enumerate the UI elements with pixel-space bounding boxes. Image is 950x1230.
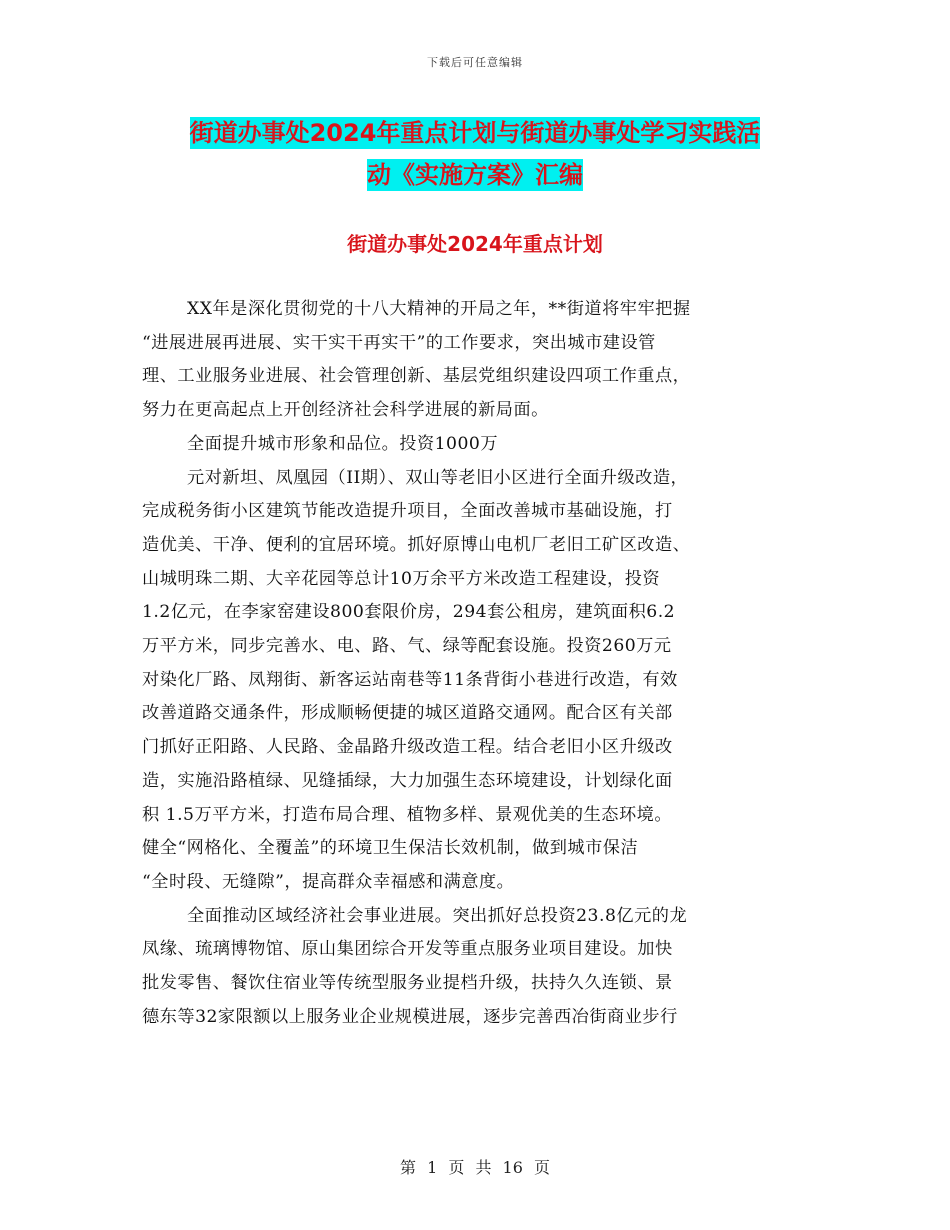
body-line: 健全“网格化、全覆盖”的环境卫生保洁长效机制，做到城市保洁 [142,838,639,859]
body-text [142,293,822,1034]
body-line: 造优美、干净、便利的宜居环境。抓好原博山电机厂老旧工矿区改造、 [142,534,691,555]
title-line-2: 动《实施方案》汇编 [367,161,583,189]
document-title [0,112,950,196]
body-line: 改善道路交通条件，形成顺畅便捷的城区道路交通网。配合区有关部 [142,703,673,724]
body-line: “进展进展再进展、实干实干再实干”的工作要求，突出城市建设管 [142,332,656,353]
body-line: 完成税务街小区建筑节能改造提升项目，全面改善城市基础设施，打 [142,501,673,522]
section-title: 街道办事处2024年重点计划 [347,232,603,256]
body-line: 全面推动区域经济社会事业进展。突出抓好总投资23.8亿元的龙 [187,905,688,926]
body-line: 万平方米，同步完善水、电、路、气、绿等配套设施。投资260万元 [142,636,672,657]
page-footer: 第 1 页 共 16 页 [400,1158,550,1177]
body-line: 1.2亿元，在李家窑建设800套限价房，294套公租房，建筑面积6.2 [142,602,676,623]
body-line: 理、工业服务业进展、社会管理创新、基层党组织建设四项工作重点， [142,366,691,387]
body-line: 元对新坦、凤凰园（II期）、双山等老旧小区进行全面升级改造， [187,467,689,488]
header-note: 下载后可任意编辑 [427,56,523,69]
body-line: 对染化厂路、凤翔街、新客运站南巷等11条背街小巷进行改造，有效 [142,669,678,690]
body-line: 努力在更高起点上开创经济社会科学进展的新局面。 [142,400,549,421]
body-line: “全时段、无缝隙”，提高群众幸福感和满意度。 [142,871,515,892]
body-line: 德东等32家限额以上服务业企业规模进展，逐步完善西冶街商业步行 [142,1006,678,1027]
body-line: 全面提升城市形象和品位。投资1000万 [187,433,499,454]
body-line: 凤缘、琉璃博物馆、原山集团综合开发等重点服务业项目建设。加快 [142,939,673,960]
body-line: 造，实施沿路植绿、见缝插绿，大力加强生态环境建设，计划绿化面 [142,770,673,791]
title-line-1: 街道办事处2024年重点计划与街道办事处学习实践活 [189,119,761,147]
body-line: 积 1.5万平方米，打造布局合理、植物多样、景观优美的生态环境。 [142,804,673,825]
body-line: 批发零售、餐饮住宿业等传统型服务业提档升级，扶持久久连锁、景 [142,973,673,994]
body-line: 门抓好正阳路、人民路、金晶路升级改造工程。结合老旧小区升级改 [142,737,673,758]
body-line: XX年是深化贯彻党的十八大精神的开局之年，**街道将牢牢把握 [187,299,691,319]
body-line: 山城明珠二期、大辛花园等总计10万余平方米改造工程建设，投资 [142,568,661,589]
